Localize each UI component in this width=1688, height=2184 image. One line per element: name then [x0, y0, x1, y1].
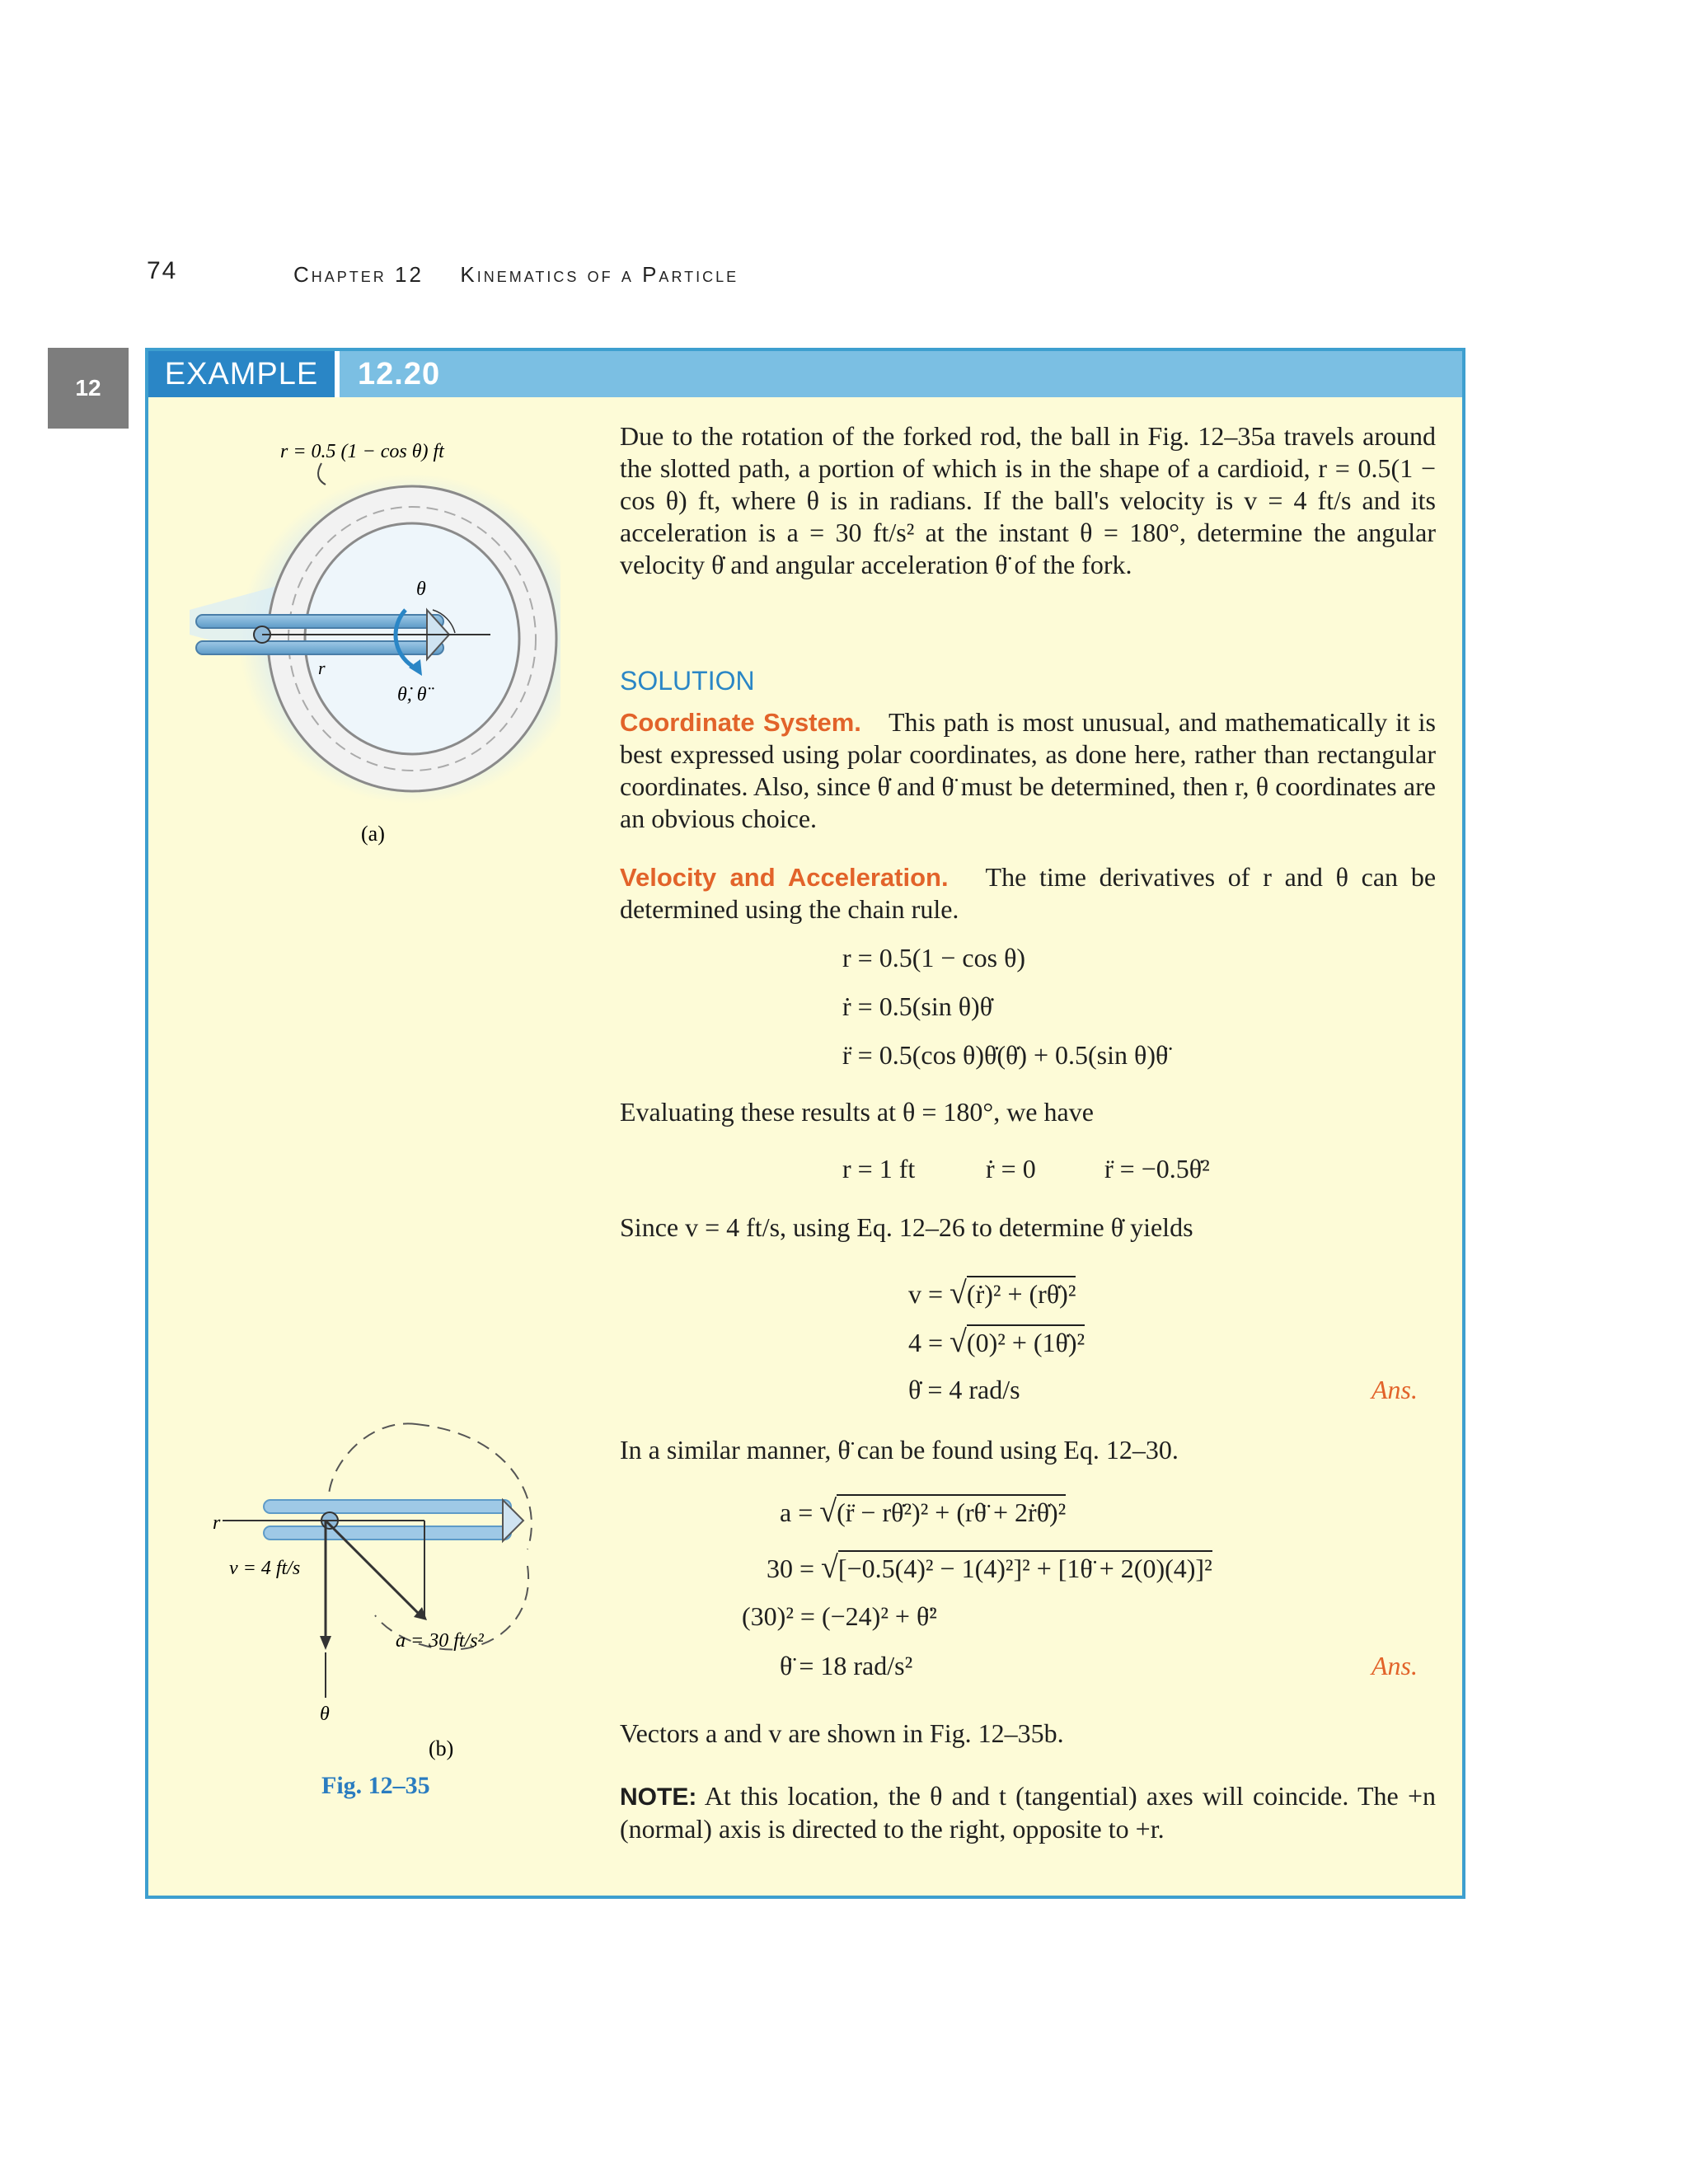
cardioid-equation-label: r = 0.5 (1 − cos θ) ft — [280, 441, 444, 462]
v-eq1-rhs: (ṙ)² + (rθ̇)² — [967, 1276, 1076, 1309]
v-arrowhead — [320, 1636, 331, 1650]
a-equation-2 — [767, 1549, 1212, 1586]
sqrt-sign-icon: √ — [950, 1276, 967, 1310]
chapter-tab: 12 — [48, 348, 129, 429]
fork-prong-upper-b — [264, 1500, 511, 1513]
solution-heading: SOLUTION — [620, 666, 755, 696]
rates-label: θ̇, θ̈ — [397, 684, 427, 705]
sqrt-sign-icon: √ — [821, 1550, 838, 1585]
velocity-paragraph — [620, 861, 1436, 926]
eval-r: r = 1 ft — [842, 1154, 916, 1183]
v-equation-2 — [908, 1324, 1085, 1360]
r-label-b: r — [213, 1512, 221, 1534]
slotted-path-inner — [305, 523, 519, 754]
example-header-bar — [148, 351, 1462, 397]
a-eq1-lhs: a = — [780, 1497, 814, 1527]
a-eq2-lhs: 30 = — [767, 1554, 815, 1583]
theta-label-b: θ — [320, 1704, 330, 1725]
v-equation-1 — [908, 1275, 1076, 1311]
a-equation-3: (30)² = (−24)² + θ̈² — [742, 1601, 937, 1631]
chapter-label: Chapter 12 — [293, 262, 424, 287]
running-head — [293, 262, 738, 288]
vectors-text: Vectors a and v are shown in Fig. 12–35b. — [620, 1718, 1064, 1748]
theta-ddot-result: θ̈ = 18 rad/s² — [780, 1651, 913, 1680]
header-divider — [335, 351, 340, 397]
problem-statement: Due to the rotation of the forked rod, the ball in Fig. 12–35a travels around the slotted path, a portion of which is in the shape of a cardioid, r = 0.5(1 − cos θ) ft, where θ is in radians. If the ball's velocity is v = 4 ft/s and its acceleration is a = 30 ft/s² at the instant θ = 180°, determine the angular velocity θ̇ and angular acceleration θ̈ of the fork. — [620, 421, 1436, 579]
answer-marker-2: Ans. — [1372, 1651, 1418, 1680]
a-equation-1 — [780, 1493, 1066, 1530]
figure-caption: Fig. 12–35 — [321, 1772, 430, 1799]
caption-b: (b) — [429, 1736, 454, 1760]
fork-prong-lower-b — [264, 1526, 511, 1540]
equation-r: r = 0.5(1 − cos θ) — [842, 943, 1026, 972]
caption-a: (a) — [361, 822, 385, 846]
similar-text: In a similar manner, θ̈ can be found using Eq. 12–30. — [620, 1435, 1179, 1465]
note-label: NOTE: — [620, 1783, 697, 1811]
theta-label: θ — [416, 579, 426, 600]
v-eq2-lhs: 4 = — [908, 1328, 944, 1357]
r-label: r — [318, 658, 326, 678]
v-eq1-lhs: v = — [908, 1279, 944, 1309]
coordinate-system-text: This path is most unusual, and mathematically it is best expressed using polar coordinates, as done here, rather than rectangular coordinates. Also, since θ̇ and θ̈ must be determined, then r, θ coordinates are an obvious choice. — [620, 707, 1436, 833]
sqrt-sign-icon: √ — [819, 1494, 837, 1529]
v-label: v = 4 ft/s — [229, 1558, 301, 1579]
note-paragraph — [620, 1780, 1436, 1845]
eval-rdot: ṙ = 0 — [986, 1154, 1036, 1183]
example-label: EXAMPLE — [148, 351, 335, 397]
coordinate-system-paragraph — [620, 706, 1436, 835]
fork-prong-lower — [196, 641, 443, 654]
coordinate-system-heading: Coordinate System. — [620, 708, 861, 737]
theta-dot-result: θ̇ = 4 rad/s — [908, 1375, 1020, 1404]
equation-rddot: r̈ = 0.5(cos θ)θ̇(θ̇) + 0.5(sin θ)θ̈ — [842, 1040, 1169, 1070]
equation-rdot: ṙ = 0.5(sin θ)θ̇ — [842, 991, 993, 1021]
note-text: At this location, the θ and t (tangential) axes will coincide. The +n (normal) axis is directed to the right, opposite to +r. — [620, 1781, 1437, 1844]
example-number: 12.20 — [358, 356, 441, 391]
answer-marker-1: Ans. — [1372, 1375, 1418, 1404]
velocity-heading: Velocity and Acceleration. — [620, 863, 949, 892]
equation-leader — [318, 463, 326, 485]
figure-b — [198, 1352, 560, 1764]
eval-rddot: r̈ = −0.5θ̇² — [1104, 1154, 1210, 1183]
a-eq2-rhs: [−0.5(4)² − 1(4)²]² + [1θ̈ + 2(0)(4)]² — [838, 1550, 1212, 1583]
chapter-title: Kinematics of a Particle — [460, 262, 739, 287]
fork-pivot-b — [503, 1500, 523, 1541]
v-eq2-rhs: (0)² + (1θ̇)² — [967, 1324, 1085, 1357]
a-label: a = 30 ft/s² — [396, 1630, 484, 1652]
path-arc-upper-left — [329, 1423, 416, 1508]
velocity-text: The time derivatives of r and θ can be determined using the chain rule. — [620, 862, 1437, 924]
figure-a — [165, 420, 560, 865]
since-text: Since v = 4 ft/s, using Eq. 12–26 to determine θ̇ yields — [620, 1212, 1193, 1242]
sqrt-sign-icon: √ — [950, 1324, 967, 1359]
fork-prong-upper — [196, 615, 443, 628]
page-number: 74 — [147, 257, 178, 284]
evaluation-text: Evaluating these results at θ = 180°, we have — [620, 1097, 1094, 1127]
a-eq1-rhs: (r̈ − rθ̇²)² + (rθ̈ + 2ṙθ̇)² — [837, 1494, 1066, 1527]
